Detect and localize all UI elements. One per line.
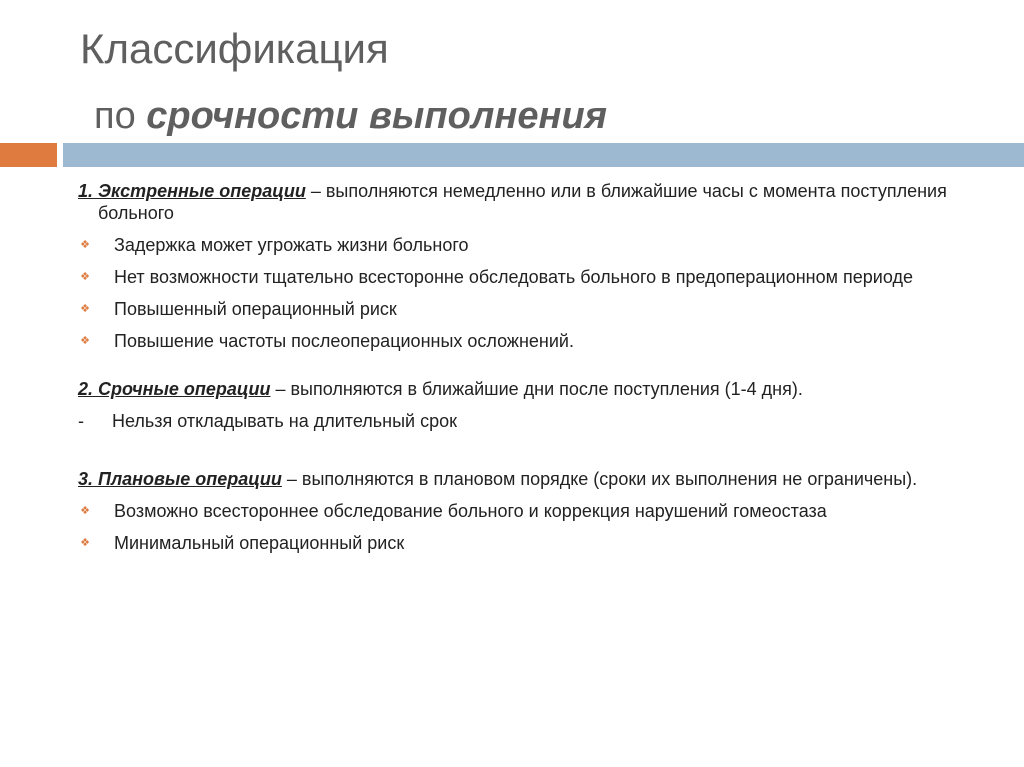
- section-description: – выполняются в плановом порядке (сроки их выполнения не ограничены).: [281, 469, 918, 489]
- list-item-text: Минимальный операционный риск: [114, 533, 405, 553]
- title-line-2-emphasis: срочности выполнения: [146, 95, 608, 137]
- list-item: [78, 330, 978, 352]
- list-item-text: Нет возможности тщательно всесторонне обследовать больного в предоперационном периоде: [114, 267, 913, 287]
- list-item: [78, 500, 978, 522]
- list-item: [78, 298, 978, 320]
- section-heading: [78, 378, 978, 400]
- diamond-bullet-icon: ❖: [80, 303, 90, 315]
- section-emergency: [78, 180, 978, 352]
- slide-content: [78, 180, 978, 564]
- section-heading: [78, 180, 978, 224]
- list-item: [78, 532, 978, 554]
- diamond-bullet-icon: ❖: [80, 239, 90, 251]
- diamond-bullet-icon: ❖: [80, 505, 90, 517]
- section-heading: [78, 468, 978, 490]
- section-label: 1. Экстренные операции: [78, 181, 306, 201]
- section-description: – выполняются немедленно или в ближайшие часы с момента поступления больного: [98, 181, 947, 223]
- diamond-bullet-icon: ❖: [80, 537, 90, 549]
- diamond-bullet-icon: ❖: [80, 335, 90, 347]
- list-item: [78, 410, 978, 432]
- section-urgent: [78, 378, 978, 432]
- title-line-1: Классификация: [80, 25, 389, 72]
- list-item: [78, 266, 978, 288]
- section-description: – выполняются в ближайшие дни после поступления (1-4 дня).: [270, 379, 803, 399]
- accent-bar-orange: [0, 143, 57, 167]
- list-item-text: Повышение частоты послеоперационных осложнений.: [114, 331, 574, 351]
- slide-title: [80, 22, 980, 142]
- section-label: 2. Срочные операции: [78, 379, 271, 399]
- accent-bar-blue: [63, 143, 1024, 167]
- title-line-2-prefix: по: [94, 95, 147, 137]
- section-planned: [78, 468, 978, 554]
- diamond-bullet-icon: ❖: [80, 271, 90, 283]
- title-line-2: [80, 90, 980, 142]
- list-item: [78, 234, 978, 256]
- list-item-text: Возможно всестороннее обследование больного и коррекция нарушений гомеостаза: [114, 501, 827, 521]
- list-item-text: Задержка может угрожать жизни больного: [114, 235, 469, 255]
- list-item-text: Повышенный операционный риск: [114, 299, 397, 319]
- section-label: 3. Плановые операции: [78, 469, 282, 489]
- list-item-text: Нельзя откладывать на длительный срок: [112, 411, 457, 431]
- dash-bullet: -: [78, 411, 84, 431]
